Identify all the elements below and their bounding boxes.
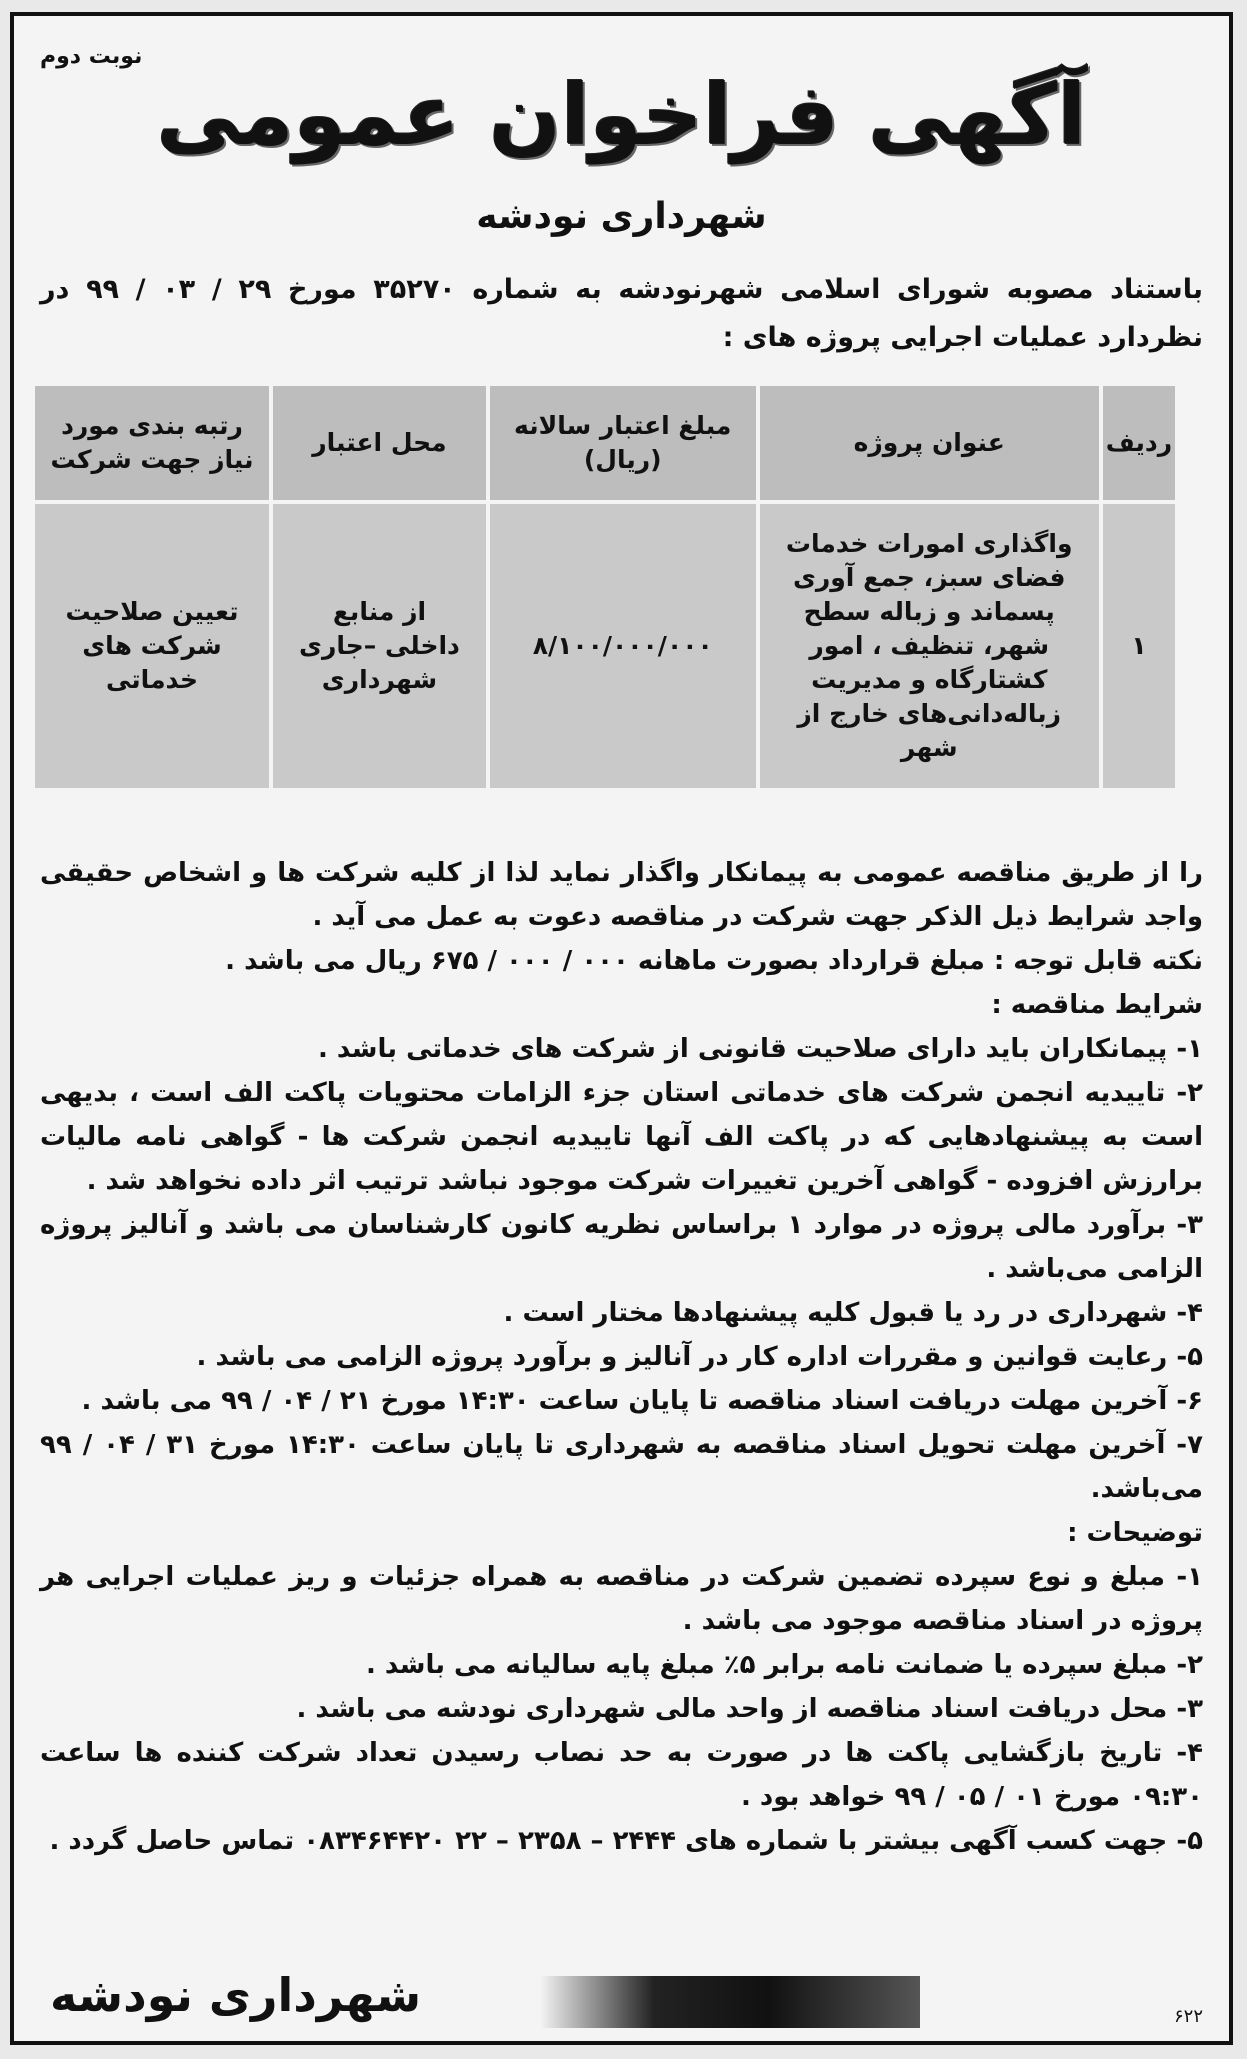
condition-item: ۶- آخرین مهلت دریافت اسناد مناقصه تا پایان ساعت ۱۴:۳۰ مورخ ۲۱ / ۰۴ / ۹۹ می باشد . xyxy=(81,1386,1203,1416)
footer-decorative-bar xyxy=(540,1976,920,2028)
projects-table xyxy=(31,382,1179,792)
page-title: آگهی فراخوان عمومی xyxy=(156,66,1087,164)
contract-note: نکته قابل توجه : مبلغ قرارداد بصورت ماهانه ۰۰۰ / ۰۰۰ / ۶۷۵ ریال می باشد . xyxy=(225,946,1203,976)
header-cell-annual-budget: مبلغ اعتبار سالانه (ریال) xyxy=(490,386,756,500)
cell-annual-budget: ۸/۱۰۰/۰۰۰/۰۰۰ xyxy=(490,504,756,788)
ad-code: ۶۲۲ xyxy=(1173,2006,1203,2027)
cell-required-rank: تعیین صلاحیت شرکت های خدماتی xyxy=(35,504,269,788)
condition-item: ۷- آخرین مهلت تحویل اسناد مناقصه به شهرداری تا پایان ساعت ۱۴:۳۰ مورخ ۳۱ / ۰۴ / ۹۹ می‌باشد. xyxy=(40,1430,1203,1504)
announcement-content xyxy=(40,16,1203,2041)
note-item: ۳- محل دریافت اسناد مناقصه از واحد مالی شهرداری نودشه می باشد . xyxy=(296,1694,1203,1724)
table-header-row xyxy=(35,386,1175,500)
page-subtitle: شهرداری نودشه xyxy=(476,196,767,237)
round-label: نوبت دوم xyxy=(40,44,143,69)
condition-item: ۲- تاییدیه انجمن شرکت های خدماتی استان جزء الزامات محتویات پاکت الف است ، بدیهی است به پیشنهادهایی که در پاکت الف آنها تاییدیه انجمن شرکت ها - گواهی نامه مالیات برارزش افزوده - گواهی آخرین تغییرات شرکت موجود نباشد ترتیب اثر داده نخواهد شد . xyxy=(40,1078,1203,1196)
cell-row-number: ۱ xyxy=(1103,504,1175,788)
header-cell-required-rank: رتبه بندی مورد نیاز جهت شرکت xyxy=(35,386,269,500)
note-item: ۲- مبلغ سپرده یا ضمانت نامه برابر ۵٪ مبلغ پایه سالیانه می باشد . xyxy=(365,1650,1203,1680)
notes-heading: توضیحات : xyxy=(1067,1518,1203,1548)
footer-signature: شهرداری نودشه xyxy=(50,1968,422,2022)
condition-item: ۱- پیمانکاران باید دارای صلاحیت قانونی از شرکت های خدماتی باشد . xyxy=(317,1034,1203,1064)
body-paragraph: را از طریق مناقصه عمومی به پیمانکار واگذار نماید لذا از کلیه شرکت ها و اشخاص حقیقی واجد شرایط ذیل الذکر جهت شرکت در مناقصه دعوت به عمل می آید . xyxy=(40,858,1203,932)
cell-budget-source: از منابع داخلی –جاری شهرداری xyxy=(273,504,486,788)
announcement-body xyxy=(40,851,1203,1863)
table-row xyxy=(35,504,1175,788)
condition-item: ۳- برآورد مالی پروژه در موارد ۱ براساس نظریه کانون کارشناسان می باشد و آنالیز پروژه الزامی می‌باشد . xyxy=(40,1210,1203,1284)
condition-item: ۵- رعایت قوانین و مقررات اداره کار در آنالیز و برآورد پروژه الزامی می باشد . xyxy=(196,1342,1203,1372)
condition-item: ۴- شهرداری در رد یا قبول کلیه پیشنهادها مختار است . xyxy=(503,1298,1203,1328)
intro-text: باستناد مصوبه شورای اسلامی شهرنودشه به شماره ۳۵۲۷۰ مورخ ۲۹ / ۰۳ / ۹۹ در نظردارد عملیات اجرایی پروژه های : xyxy=(40,274,1204,353)
cell-project-title: واگذاری امورات خدمات فضای سبز، جمع آوری پسماند و زباله سطح شهر، تنظیف ، امور کشتارگاه و مدیریت زباله‌دانی‌های خارج از شهر xyxy=(760,504,1099,788)
note-item: ۴- تاریخ بازگشایی پاکت ها در صورت به حد نصاب رسیدن تعداد شرکت کننده ها ساعت ۰۹:۳۰ مورخ ۰۱ / ۰۵ / ۹۹ خواهد بود . xyxy=(40,1738,1203,1812)
announcement-page xyxy=(10,12,1233,2045)
conditions-heading: شرایط مناقصه : xyxy=(991,990,1203,1020)
header-cell-row-number: ردیف xyxy=(1103,386,1175,500)
note-item: ۱- مبلغ و نوع سپرده تضمین شرکت در مناقصه به همراه جزئیات و ریز عملیات اجرایی هر پروژه در اسناد مناقصه موجود می باشد . xyxy=(40,1562,1203,1636)
header-cell-project-title: عنوان پروژه xyxy=(760,386,1099,500)
note-item: ۵- جهت کسب آگهی بیشتر با شماره های ۲۴۴۴ – ۲۳۵۸ – ۲۲ ۰۸۳۴۶۴۴۲۰ تماس حاصل گردد . xyxy=(49,1826,1203,1856)
header-cell-budget-source: محل اعتبار xyxy=(273,386,486,500)
